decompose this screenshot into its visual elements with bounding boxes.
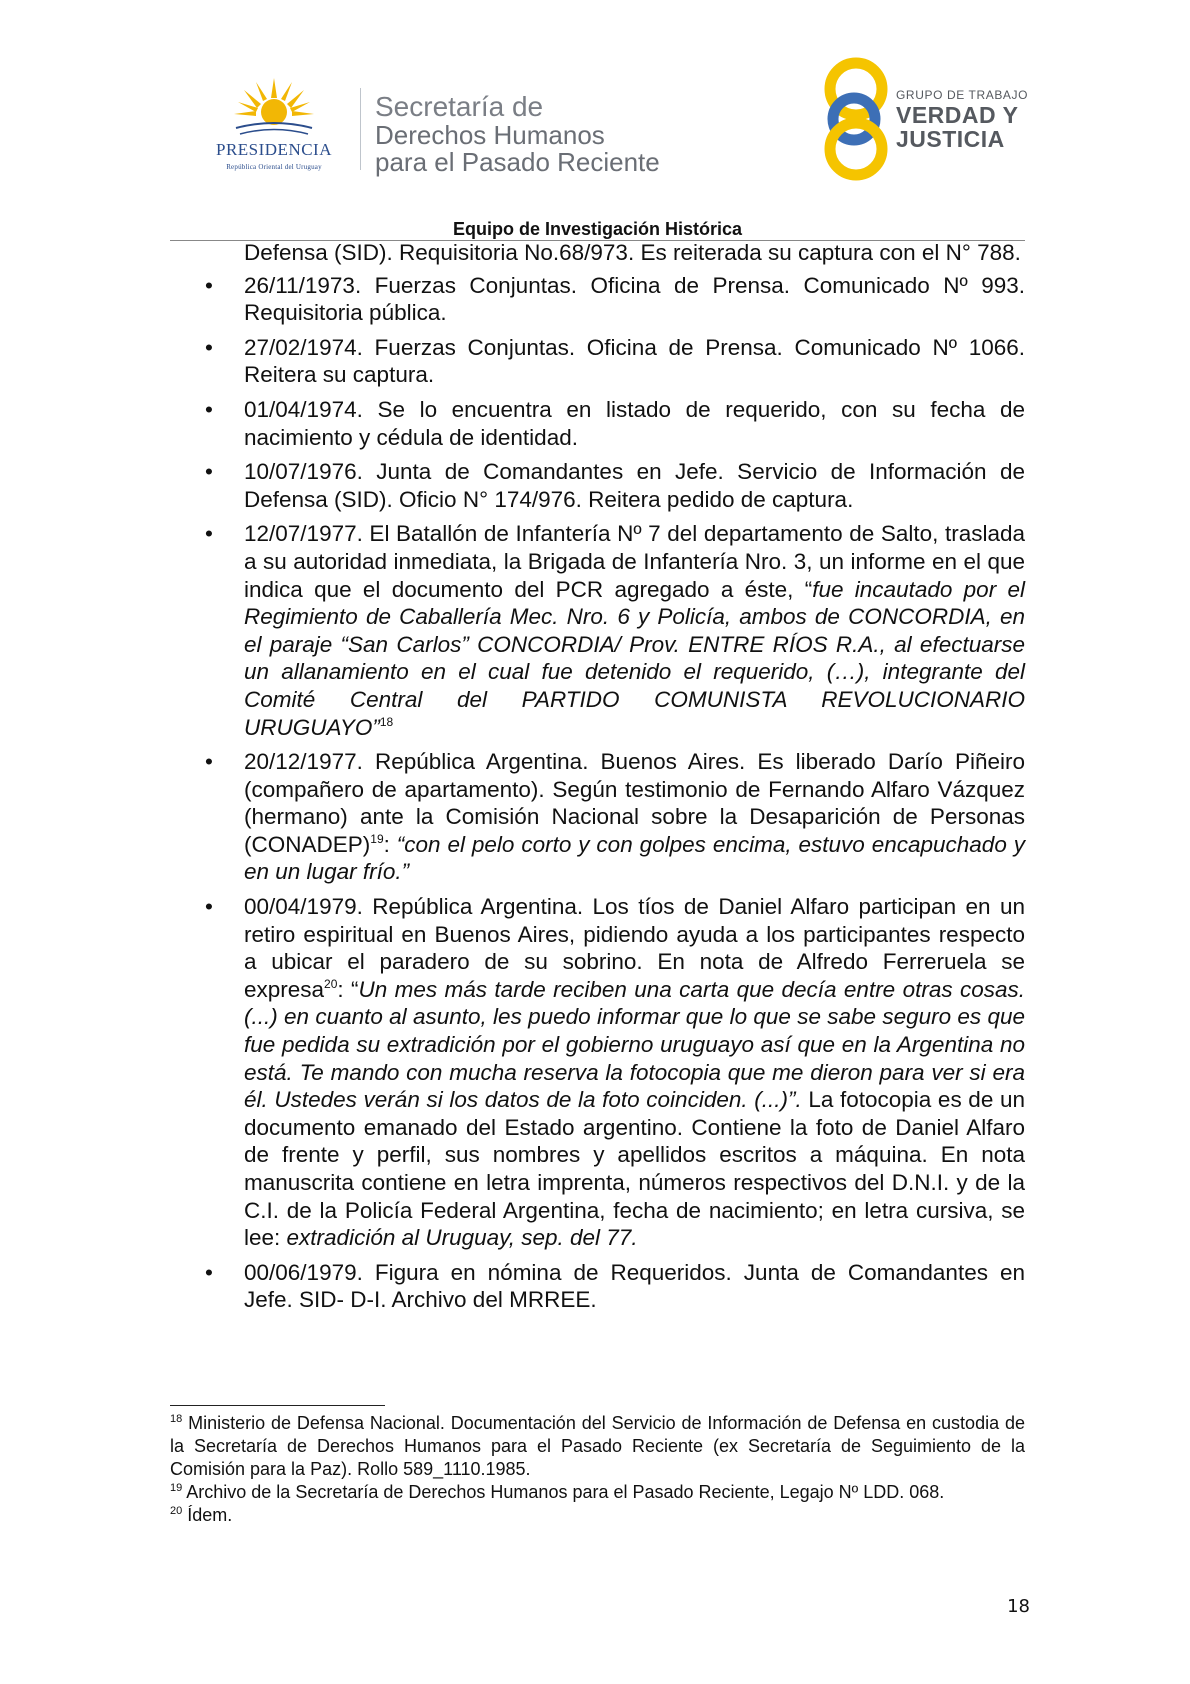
entry-text: Defensa (SID). Requisitoria No.68/973. Es reiterada su captura con el N° 788.	[244, 240, 1021, 265]
bullet: •	[205, 396, 213, 422]
running-head: Equipo de Investigación Histórica	[452, 219, 743, 239]
footnote-separator	[170, 1405, 385, 1406]
footnotes	[170, 1412, 1025, 1527]
list-item	[205, 239, 1025, 267]
entry-text: 10/07/1976. Junta de Comandantes en Jefe. Servicio de Información de Defensa (SID). Oficio N° 174/976. Reitera pedido de captura.	[244, 459, 1025, 512]
bullet: •	[205, 521, 213, 547]
bullet: •	[205, 1259, 213, 1285]
page-number: 18	[1007, 1596, 1030, 1617]
bullet: •	[205, 272, 213, 298]
entry-quote-tail: extradición al Uruguay, sep. del 77.	[286, 1225, 638, 1251]
entry-text: 01/04/1974. Se lo encuentra en listado de requerido, con su fecha de nacimiento y cédula de identidad.	[244, 396, 1025, 450]
entry-quote: fue incautado por el Regimiento de Caballería Mec. Nro. 6 y Policía, ambos de CONCORDIA, en el paraje “San Carlos” CONCORDIA/ Prov. ENTRE RÍOS R.A., al efectuarse un allanamiento en el cual fue detenido el requerido, (…), integrante del Comité Central del PARTIDO COMUNISTA REVOLUCIONARIO URUGUAYO”	[244, 576, 1025, 740]
entry-text: 12/07/1977. El Batallón de Infantería Nº 7 del departamento de Salto, traslada a su autoridad inmediata, la Brigada de Infantería Nro. 3, un informe en el que indica que el documento del PCR agregado a éste, “	[244, 521, 1025, 602]
entry-text: 00/04/1979. República Argentina. Los tíos de Daniel Alfaro participan en un retiro espiritual en Buenos Aires, pidiendo ayuda a los participantes respecto a ubicar el paradero de su sobrino. En nota de Alfredo Ferreruela se expresa	[244, 894, 1025, 1002]
secretaria-logo-text	[375, 92, 660, 176]
bullet: •	[205, 459, 213, 485]
gt-line-3: JUSTICIA	[896, 126, 1005, 152]
footnote-text: Archivo de la Secretaría de Derechos Humanos para el Pasado Reciente, Legajo Nº LDD. 068.	[182, 1482, 945, 1502]
secretaria-line-3: para el Pasado Reciente	[375, 147, 660, 177]
presidencia-subtitle: República Oriental del Uruguay	[226, 163, 322, 171]
footnote-number: 19	[170, 1482, 183, 1494]
verdad-justicia-logo	[820, 56, 1030, 181]
entry-quote: “con el pelo corto y con golpes encima, estuvo encapuchado y en un lugar frío.”	[244, 831, 1025, 885]
entry-text: 20/12/1977. República Argentina. Buenos Aires. Es liberado Darío Piñeiro (compañero de apartamento). Según testimonio de Fernando Alfaro Vázquez (hermano) ante la Comisión Nacional sobre la Desaparición de Personas (CONADEP)	[244, 749, 1025, 857]
gt-line-2: VERDAD Y	[896, 102, 1019, 128]
list-item	[205, 458, 1025, 513]
entry-punct: :	[383, 831, 397, 857]
list-item	[205, 748, 1025, 886]
entry-text: 00/06/1979. Figura en nómina de Requeridos. Junta de Comandantes en Jefe. SID- D-I. Archivo del MRREE.	[244, 1259, 1025, 1313]
footnote-number: 20	[170, 1505, 183, 1517]
footnote-number: 18	[170, 1413, 183, 1425]
list-item	[205, 396, 1025, 451]
list-item	[205, 893, 1025, 1252]
footnote-ref-19[interactable]: 19	[370, 831, 384, 846]
footnote	[170, 1412, 1025, 1481]
chronology-list	[205, 239, 1025, 1321]
presidencia-logo	[196, 78, 356, 178]
gt-line-1: GRUPO DE TRABAJO	[896, 88, 1029, 102]
list-item	[205, 272, 1025, 327]
entry-quote: Un mes más tarde reciben una carta que decía entre otras cosas. (...) en cuanto al asunto, les puedo informar que lo que se sabe seguro es que fue pedida su extradición por el gobierno uruguayo así que en la Argentina no está. Te mando con mucha reserva la fotocopia que me dieron para ver si era él. Ustedes verán si los datos de la foto coinciden. (...)”.	[244, 976, 1025, 1113]
secretaria-line-1: Secretaría de	[375, 91, 544, 122]
list-item	[205, 334, 1025, 389]
footnote-ref-20[interactable]: 20	[324, 976, 338, 991]
footnote	[170, 1481, 1025, 1504]
footnote-text: Ministerio de Defensa Nacional. Documentación del Servicio de Información de Defensa en custodia de la Secretaría de Derechos Humanos para el Pasado Reciente (ex Secretaría de Seguimiento de la Comisión para la Paz). Rollo 589_1110.1985.	[170, 1413, 1025, 1479]
logo-divider	[360, 88, 361, 170]
entry-text: 26/11/1973. Fuerzas Conjuntas. Oficina de Prensa. Comunicado Nº 993. Requisitoria pública.	[244, 272, 1025, 326]
sun-icon	[234, 78, 314, 140]
entry-text-tail: La fotocopia es de un documento emanado del Estado argentino. Contiene la foto de Daniel Alfaro de frente y perfil, sus nombres y apellidos escritos a máquina. En nota manuscrita contiene en letra imprenta, números respectivos del D.N.I. y de la C.I. de la Policía Federal Argentina, fecha de nacimiento; en letra cursiva, se lee:	[244, 1087, 1025, 1251]
presidencia-title: PRESIDENCIA	[215, 140, 332, 159]
entry-text: 27/02/1974. Fuerzas Conjuntas. Oficina de Prensa. Comunicado Nº 1066. Reitera su captura.	[244, 334, 1025, 388]
bullet: •	[205, 749, 213, 775]
rings-icon	[820, 56, 892, 181]
bullet: •	[205, 334, 213, 360]
list-item	[205, 1259, 1025, 1314]
bullet: •	[205, 894, 213, 920]
footnote-ref-18[interactable]: 18	[379, 714, 394, 729]
footnote	[170, 1504, 1025, 1527]
footnote-text: Ídem.	[182, 1505, 233, 1525]
secretaria-line-2: Derechos Humanos	[375, 120, 605, 150]
entry-punct: : “	[337, 976, 359, 1002]
list-item	[205, 520, 1025, 741]
